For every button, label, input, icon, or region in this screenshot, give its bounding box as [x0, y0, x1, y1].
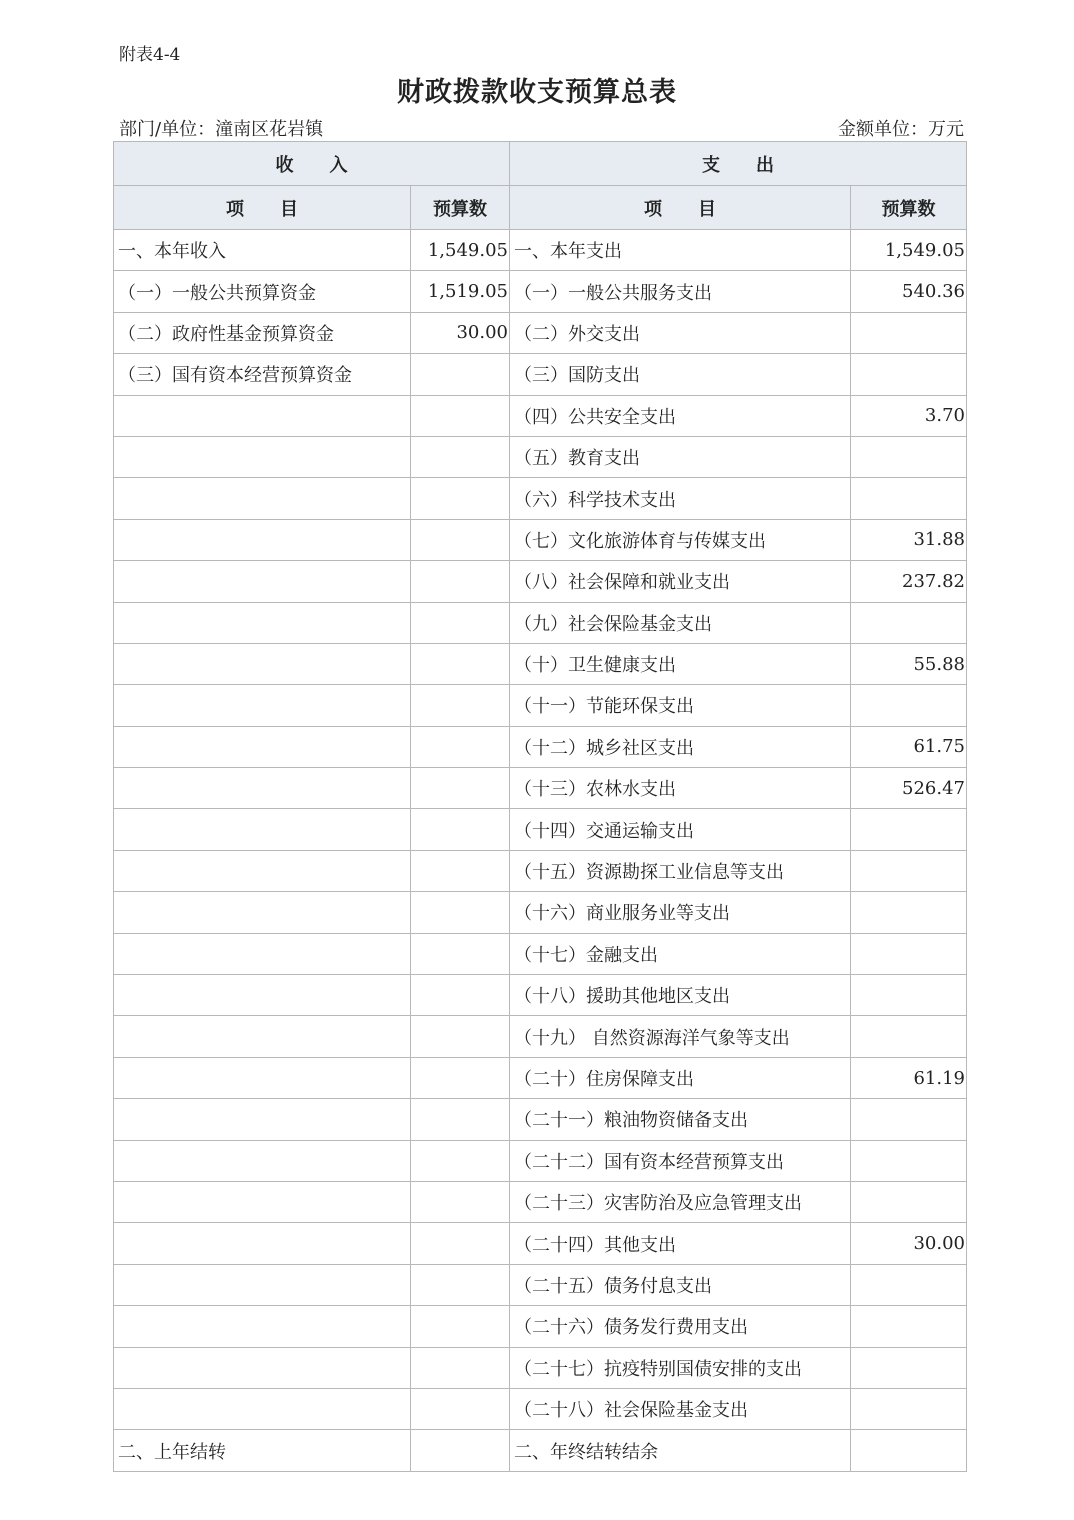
- expense-item-cell: （一）一般公共服务支出: [510, 271, 851, 312]
- table-row: [114, 1264, 967, 1305]
- income-item-cell: [114, 1347, 411, 1388]
- table-row: [114, 1140, 967, 1181]
- expense-item-cell: （十二）城乡社区支出: [510, 726, 851, 767]
- table-row: [114, 230, 967, 271]
- expense-value-cell: [851, 478, 967, 519]
- expense-header: 支 出: [510, 142, 967, 186]
- expense-item-cell: （四）公共安全支出: [510, 395, 851, 436]
- table-row: [114, 809, 967, 850]
- income-value-cell: [411, 809, 510, 850]
- expense-item-cell: （九）社会保险基金支出: [510, 602, 851, 643]
- table-row: [114, 395, 967, 436]
- income-item-cell: [114, 933, 411, 974]
- expense-value-cell: [851, 809, 967, 850]
- page-title: 财政拨款收支预算总表: [397, 77, 677, 108]
- income-value-cell: [411, 975, 510, 1016]
- expense-value-cell: 61.19: [851, 1057, 967, 1098]
- expense-item-cell: （十一）节能环保支出: [510, 685, 851, 726]
- income-value-cell: [411, 850, 510, 891]
- income-value-cell: [411, 1430, 510, 1471]
- expense-item-cell: （十三）农林水支出: [510, 768, 851, 809]
- income-value-cell: 1,549.05: [411, 230, 510, 271]
- income-header: 收 入: [114, 142, 510, 186]
- table-row: [114, 933, 967, 974]
- expense-value-cell: [851, 1140, 967, 1181]
- expense-value-cell: 61.75: [851, 726, 967, 767]
- expense-value-cell: 3.70: [851, 395, 967, 436]
- expense-value-cell: [851, 892, 967, 933]
- income-item-cell: [114, 809, 411, 850]
- expense-value-cell: [851, 436, 967, 477]
- table-row: [114, 1430, 967, 1471]
- income-item-cell: [114, 643, 411, 684]
- expense-value-cell: [851, 933, 967, 974]
- table-row: [114, 1223, 967, 1264]
- expense-value-cell: [851, 1430, 967, 1471]
- expense-value-cell: [851, 975, 967, 1016]
- expense-value-cell: [851, 1347, 967, 1388]
- income-value-cell: [411, 643, 510, 684]
- income-value-cell: [411, 436, 510, 477]
- income-value-cell: [411, 478, 510, 519]
- expense-item-cell: （十五）资源勘探工业信息等支出: [510, 850, 851, 891]
- income-item-cell: [114, 685, 411, 726]
- table-row: [114, 1347, 967, 1388]
- income-value-cell: [411, 354, 510, 395]
- expense-item-cell: （二）外交支出: [510, 312, 851, 353]
- table-row: [114, 478, 967, 519]
- expense-item-cell: （七）文化旅游体育与传媒支出: [510, 519, 851, 560]
- income-value-cell: [411, 685, 510, 726]
- income-item-cell: [114, 1388, 411, 1429]
- income-item-cell: [114, 1306, 411, 1347]
- income-value-cell: [411, 933, 510, 974]
- income-item-cell: [114, 1057, 411, 1098]
- income-item-cell: [114, 892, 411, 933]
- expense-item-cell: （十）卫生健康支出: [510, 643, 851, 684]
- income-item-cell: [114, 1016, 411, 1057]
- expense-budget-header: 预算数: [851, 186, 967, 230]
- expense-item-cell: （二十三）灾害防治及应急管理支出: [510, 1181, 851, 1222]
- income-value-cell: [411, 561, 510, 602]
- income-value-cell: 30.00: [411, 312, 510, 353]
- table-row: [114, 1306, 967, 1347]
- expense-item-cell: （二十一）粮油物资储备支出: [510, 1099, 851, 1140]
- table-row: [114, 312, 967, 353]
- income-item-cell: [114, 1264, 411, 1305]
- income-item-cell: [114, 1099, 411, 1140]
- table-row: [114, 1099, 967, 1140]
- table-row: [114, 1016, 967, 1057]
- income-item-cell: [114, 1140, 411, 1181]
- income-value-cell: [411, 1057, 510, 1098]
- income-item-cell: [114, 478, 411, 519]
- table-row: [114, 561, 967, 602]
- income-value-cell: 1,519.05: [411, 271, 510, 312]
- table-row: [114, 519, 967, 560]
- expense-value-cell: [851, 1388, 967, 1429]
- expense-item-cell: （十七）金融支出: [510, 933, 851, 974]
- table-row: [114, 354, 967, 395]
- section-header-row: [114, 142, 967, 186]
- table-row: [114, 1057, 967, 1098]
- table-row: [114, 436, 967, 477]
- expense-value-cell: 30.00: [851, 1223, 967, 1264]
- expense-item-cell: 二、年终结转结余: [510, 1430, 851, 1471]
- income-value-cell: [411, 602, 510, 643]
- expense-value-cell: 55.88: [851, 643, 967, 684]
- expense-item-cell: （二十四）其他支出: [510, 1223, 851, 1264]
- expense-value-cell: 1,549.05: [851, 230, 967, 271]
- income-item-cell: [114, 436, 411, 477]
- table-row: [114, 685, 967, 726]
- expense-item-cell: （三）国防支出: [510, 354, 851, 395]
- expense-item-cell: （十九） 自然资源海洋气象等支出: [510, 1016, 851, 1057]
- expense-value-cell: 31.88: [851, 519, 967, 560]
- income-value-cell: [411, 1264, 510, 1305]
- expense-value-cell: 237.82: [851, 561, 967, 602]
- income-value-cell: [411, 892, 510, 933]
- expense-item-cell: （六）科学技术支出: [510, 478, 851, 519]
- income-item-cell: [114, 519, 411, 560]
- income-item-cell: （二）政府性基金预算资金: [114, 312, 411, 353]
- income-value-cell: [411, 1140, 510, 1181]
- expense-item-cell: （十六）商业服务业等支出: [510, 892, 851, 933]
- income-value-cell: [411, 1223, 510, 1264]
- table-row: [114, 975, 967, 1016]
- expense-item-cell: （二十八）社会保险基金支出: [510, 1388, 851, 1429]
- income-item-cell: [114, 1181, 411, 1222]
- income-item-cell: （一）一般公共预算资金: [114, 271, 411, 312]
- amount-unit-label: 金额单位：万元: [838, 119, 964, 140]
- income-value-cell: [411, 1306, 510, 1347]
- budget-table: [113, 141, 967, 1472]
- income-value-cell: [411, 726, 510, 767]
- expense-item-cell: （二十）住房保障支出: [510, 1057, 851, 1098]
- income-value-cell: [411, 1347, 510, 1388]
- income-item-cell: [114, 1223, 411, 1264]
- expense-value-cell: [851, 354, 967, 395]
- expense-value-cell: [851, 1306, 967, 1347]
- income-budget-header: 预算数: [411, 186, 510, 230]
- table-row: [114, 1388, 967, 1429]
- expense-item-cell: （二十七）抗疫特别国债安排的支出: [510, 1347, 851, 1388]
- expense-value-cell: [851, 1264, 967, 1305]
- expense-item-cell: （八）社会保障和就业支出: [510, 561, 851, 602]
- income-value-cell: [411, 395, 510, 436]
- expense-item-cell: （二十二）国有资本经营预算支出: [510, 1140, 851, 1181]
- expense-item-cell: （二十五）债务付息支出: [510, 1264, 851, 1305]
- expense-value-cell: 526.47: [851, 768, 967, 809]
- expense-item-cell: （十八）援助其他地区支出: [510, 975, 851, 1016]
- expense-value-cell: 540.36: [851, 271, 967, 312]
- table-row: [114, 850, 967, 891]
- expense-item-header: 项 目: [510, 186, 851, 230]
- table-row: [114, 726, 967, 767]
- expense-item-cell: （十四）交通运输支出: [510, 809, 851, 850]
- expense-value-cell: [851, 602, 967, 643]
- table-row: [114, 271, 967, 312]
- column-header-row: [114, 186, 967, 230]
- income-value-cell: [411, 768, 510, 809]
- expense-item-cell: （五）教育支出: [510, 436, 851, 477]
- expense-item-cell: （二十六）债务发行费用支出: [510, 1306, 851, 1347]
- expense-value-cell: [851, 1099, 967, 1140]
- income-item-cell: [114, 561, 411, 602]
- table-row: [114, 892, 967, 933]
- expense-value-cell: [851, 850, 967, 891]
- expense-item-cell: 一、本年支出: [510, 230, 851, 271]
- income-value-cell: [411, 1099, 510, 1140]
- expense-value-cell: [851, 1016, 967, 1057]
- expense-value-cell: [851, 312, 967, 353]
- income-item-cell: [114, 726, 411, 767]
- table-row: [114, 643, 967, 684]
- income-item-cell: [114, 768, 411, 809]
- income-item-header: 项 目: [114, 186, 411, 230]
- attachment-label: 附表4-4: [119, 45, 181, 65]
- table-row: [114, 768, 967, 809]
- department-label: 部门/单位：潼南区花岩镇: [119, 119, 324, 140]
- income-item-cell: （三）国有资本经营预算资金: [114, 354, 411, 395]
- income-item-cell: [114, 602, 411, 643]
- table-row: [114, 602, 967, 643]
- expense-value-cell: [851, 685, 967, 726]
- income-item-cell: 二、上年结转: [114, 1430, 411, 1471]
- income-item-cell: [114, 850, 411, 891]
- income-item-cell: [114, 395, 411, 436]
- income-item-cell: [114, 975, 411, 1016]
- income-value-cell: [411, 1016, 510, 1057]
- table-row: [114, 1181, 967, 1222]
- income-value-cell: [411, 1388, 510, 1429]
- income-item-cell: 一、本年收入: [114, 230, 411, 271]
- income-value-cell: [411, 519, 510, 560]
- expense-value-cell: [851, 1181, 967, 1222]
- income-value-cell: [411, 1181, 510, 1222]
